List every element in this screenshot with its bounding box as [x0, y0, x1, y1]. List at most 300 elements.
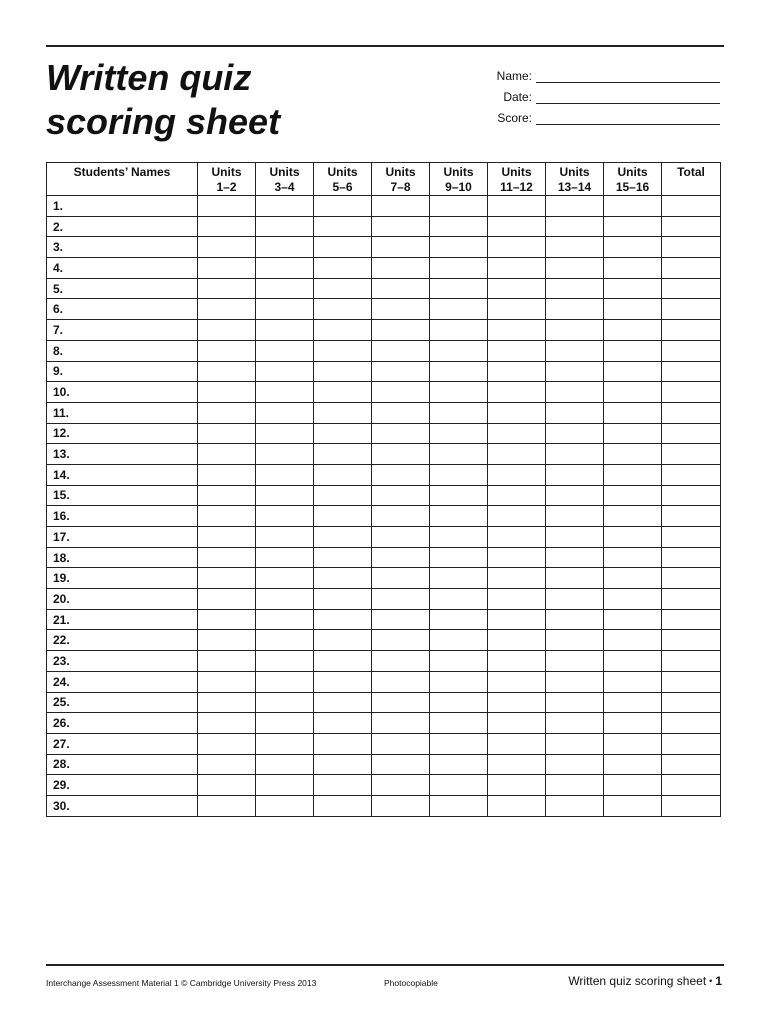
score-cell[interactable] — [314, 258, 372, 279]
score-cell[interactable] — [604, 423, 662, 444]
score-cell[interactable] — [198, 547, 256, 568]
score-cell[interactable] — [198, 733, 256, 754]
score-cell[interactable] — [256, 651, 314, 672]
score-cell[interactable] — [314, 527, 372, 548]
total-cell[interactable] — [662, 589, 721, 610]
score-cell[interactable] — [546, 692, 604, 713]
score-cell[interactable] — [488, 216, 546, 237]
score-cell[interactable] — [314, 485, 372, 506]
score-cell[interactable] — [546, 527, 604, 548]
score-cell[interactable] — [198, 775, 256, 796]
score-cell[interactable] — [314, 237, 372, 258]
score-cell[interactable] — [372, 713, 430, 734]
student-number[interactable]: 17. — [47, 527, 198, 548]
score-cell[interactable] — [198, 464, 256, 485]
student-number[interactable]: 24. — [47, 671, 198, 692]
total-cell[interactable] — [662, 382, 721, 403]
score-cell[interactable] — [372, 340, 430, 361]
score-cell[interactable] — [314, 506, 372, 527]
score-cell[interactable] — [372, 589, 430, 610]
score-cell[interactable] — [430, 733, 488, 754]
score-cell[interactable] — [256, 754, 314, 775]
score-cell[interactable] — [314, 630, 372, 651]
score-cell[interactable] — [314, 196, 372, 217]
score-cell[interactable] — [430, 258, 488, 279]
score-cell[interactable] — [372, 547, 430, 568]
score-cell[interactable] — [198, 589, 256, 610]
total-cell[interactable] — [662, 320, 721, 341]
score-cell[interactable] — [604, 547, 662, 568]
score-cell[interactable] — [256, 320, 314, 341]
name-field[interactable] — [480, 62, 720, 83]
score-cell[interactable] — [546, 320, 604, 341]
score-cell[interactable] — [372, 423, 430, 444]
score-cell[interactable] — [256, 402, 314, 423]
score-cell[interactable] — [198, 609, 256, 630]
total-cell[interactable] — [662, 795, 721, 816]
score-cell[interactable] — [256, 795, 314, 816]
score-cell[interactable] — [546, 795, 604, 816]
score-cell[interactable] — [430, 361, 488, 382]
score-cell[interactable] — [488, 258, 546, 279]
score-cell[interactable] — [198, 444, 256, 465]
score-cell[interactable] — [430, 754, 488, 775]
score-cell[interactable] — [546, 402, 604, 423]
score-cell[interactable] — [314, 589, 372, 610]
score-cell[interactable] — [314, 568, 372, 589]
total-cell[interactable] — [662, 775, 721, 796]
score-cell[interactable] — [546, 216, 604, 237]
student-number[interactable]: 16. — [47, 506, 198, 527]
score-cell[interactable] — [198, 299, 256, 320]
score-cell[interactable] — [198, 402, 256, 423]
total-cell[interactable] — [662, 547, 721, 568]
score-cell[interactable] — [372, 237, 430, 258]
score-cell[interactable] — [604, 485, 662, 506]
score-cell[interactable] — [604, 216, 662, 237]
student-number[interactable]: 3. — [47, 237, 198, 258]
score-cell[interactable] — [430, 692, 488, 713]
total-cell[interactable] — [662, 340, 721, 361]
score-cell[interactable] — [604, 754, 662, 775]
score-cell[interactable] — [256, 609, 314, 630]
student-number[interactable]: 10. — [47, 382, 198, 403]
score-cell[interactable] — [198, 485, 256, 506]
score-cell[interactable] — [256, 568, 314, 589]
total-cell[interactable] — [662, 444, 721, 465]
score-cell[interactable] — [256, 299, 314, 320]
score-cell[interactable] — [488, 651, 546, 672]
score-cell[interactable] — [372, 216, 430, 237]
score-cell[interactable] — [546, 671, 604, 692]
score-cell[interactable] — [430, 320, 488, 341]
score-cell[interactable] — [546, 423, 604, 444]
student-number[interactable]: 4. — [47, 258, 198, 279]
score-cell[interactable] — [604, 402, 662, 423]
total-cell[interactable] — [662, 733, 721, 754]
total-cell[interactable] — [662, 216, 721, 237]
score-cell[interactable] — [430, 216, 488, 237]
score-cell[interactable] — [546, 775, 604, 796]
score-cell[interactable] — [198, 671, 256, 692]
score-cell[interactable] — [314, 547, 372, 568]
score-cell[interactable] — [604, 506, 662, 527]
score-cell[interactable] — [604, 361, 662, 382]
score-cell[interactable] — [314, 423, 372, 444]
total-cell[interactable] — [662, 713, 721, 734]
score-cell[interactable] — [256, 423, 314, 444]
score-cell[interactable] — [430, 299, 488, 320]
student-number[interactable]: 20. — [47, 589, 198, 610]
total-cell[interactable] — [662, 671, 721, 692]
score-cell[interactable] — [372, 795, 430, 816]
score-cell[interactable] — [604, 775, 662, 796]
score-cell[interactable] — [198, 278, 256, 299]
score-cell[interactable] — [488, 464, 546, 485]
score-cell[interactable] — [430, 568, 488, 589]
score-cell[interactable] — [256, 361, 314, 382]
score-cell[interactable] — [546, 361, 604, 382]
score-cell[interactable] — [546, 299, 604, 320]
score-cell[interactable] — [488, 485, 546, 506]
score-cell[interactable] — [256, 713, 314, 734]
score-cell[interactable] — [372, 754, 430, 775]
score-cell[interactable] — [198, 527, 256, 548]
score-cell[interactable] — [256, 278, 314, 299]
score-cell[interactable] — [372, 485, 430, 506]
student-number[interactable]: 27. — [47, 733, 198, 754]
score-cell[interactable] — [604, 651, 662, 672]
score-cell[interactable] — [256, 196, 314, 217]
score-cell[interactable] — [198, 237, 256, 258]
score-cell[interactable] — [604, 299, 662, 320]
student-number[interactable]: 5. — [47, 278, 198, 299]
score-cell[interactable] — [430, 630, 488, 651]
score-cell[interactable] — [314, 671, 372, 692]
total-cell[interactable] — [662, 630, 721, 651]
score-cell[interactable] — [256, 692, 314, 713]
score-cell[interactable] — [372, 402, 430, 423]
score-cell[interactable] — [256, 527, 314, 548]
score-cell[interactable] — [256, 485, 314, 506]
total-cell[interactable] — [662, 258, 721, 279]
score-cell[interactable] — [604, 733, 662, 754]
score-cell[interactable] — [430, 423, 488, 444]
score-cell[interactable] — [604, 713, 662, 734]
score-cell[interactable] — [256, 775, 314, 796]
score-cell[interactable] — [488, 423, 546, 444]
score-cell[interactable] — [604, 237, 662, 258]
score-cell[interactable] — [314, 754, 372, 775]
student-number[interactable]: 12. — [47, 423, 198, 444]
score-cell[interactable] — [488, 527, 546, 548]
score-cell[interactable] — [314, 278, 372, 299]
score-cell[interactable] — [430, 713, 488, 734]
student-number[interactable]: 14. — [47, 464, 198, 485]
score-cell[interactable] — [372, 299, 430, 320]
score-cell[interactable] — [488, 754, 546, 775]
score-cell[interactable] — [314, 299, 372, 320]
score-cell[interactable] — [372, 651, 430, 672]
score-cell[interactable] — [198, 795, 256, 816]
score-cell[interactable] — [372, 464, 430, 485]
score-cell[interactable] — [314, 216, 372, 237]
score-cell[interactable] — [256, 733, 314, 754]
score-cell[interactable] — [488, 775, 546, 796]
total-cell[interactable] — [662, 754, 721, 775]
student-number[interactable]: 29. — [47, 775, 198, 796]
score-cell[interactable] — [198, 382, 256, 403]
score-cell[interactable] — [546, 485, 604, 506]
score-cell[interactable] — [256, 589, 314, 610]
score-cell[interactable] — [430, 527, 488, 548]
score-cell[interactable] — [256, 216, 314, 237]
score-cell[interactable] — [198, 754, 256, 775]
student-number[interactable]: 21. — [47, 609, 198, 630]
score-cell[interactable] — [430, 444, 488, 465]
score-cell[interactable] — [488, 237, 546, 258]
score-cell[interactable] — [372, 444, 430, 465]
score-cell[interactable] — [256, 547, 314, 568]
student-number[interactable]: 23. — [47, 651, 198, 672]
score-cell[interactable] — [546, 444, 604, 465]
score-cell[interactable] — [546, 651, 604, 672]
score-cell[interactable] — [430, 506, 488, 527]
score-cell[interactable] — [430, 795, 488, 816]
student-number[interactable]: 25. — [47, 692, 198, 713]
score-cell[interactable] — [546, 733, 604, 754]
score-cell[interactable] — [430, 237, 488, 258]
score-cell[interactable] — [488, 671, 546, 692]
score-cell[interactable] — [546, 506, 604, 527]
score-cell[interactable] — [430, 196, 488, 217]
student-number[interactable]: 8. — [47, 340, 198, 361]
score-cell[interactable] — [488, 196, 546, 217]
score-cell[interactable] — [604, 630, 662, 651]
score-cell[interactable] — [488, 402, 546, 423]
student-number[interactable]: 13. — [47, 444, 198, 465]
score-cell[interactable] — [430, 775, 488, 796]
total-cell[interactable] — [662, 402, 721, 423]
score-cell[interactable] — [256, 464, 314, 485]
score-cell[interactable] — [198, 361, 256, 382]
score-cell[interactable] — [198, 692, 256, 713]
score-cell[interactable] — [198, 568, 256, 589]
score-cell[interactable] — [430, 651, 488, 672]
score-cell[interactable] — [546, 258, 604, 279]
score-cell[interactable] — [430, 609, 488, 630]
total-cell[interactable] — [662, 527, 721, 548]
score-cell[interactable] — [198, 216, 256, 237]
student-number[interactable]: 11. — [47, 402, 198, 423]
total-cell[interactable] — [662, 464, 721, 485]
score-cell[interactable] — [546, 754, 604, 775]
score-cell[interactable] — [372, 630, 430, 651]
score-cell[interactable] — [314, 361, 372, 382]
score-cell[interactable] — [372, 278, 430, 299]
score-cell[interactable] — [546, 609, 604, 630]
student-number[interactable]: 30. — [47, 795, 198, 816]
score-cell[interactable] — [256, 506, 314, 527]
score-cell[interactable] — [372, 506, 430, 527]
score-cell[interactable] — [488, 568, 546, 589]
score-cell[interactable] — [372, 382, 430, 403]
score-cell[interactable] — [256, 237, 314, 258]
student-number[interactable]: 22. — [47, 630, 198, 651]
score-cell[interactable] — [546, 340, 604, 361]
total-cell[interactable] — [662, 485, 721, 506]
score-cell[interactable] — [546, 547, 604, 568]
score-cell[interactable] — [488, 320, 546, 341]
score-cell[interactable] — [488, 733, 546, 754]
score-cell[interactable] — [314, 692, 372, 713]
score-field[interactable] — [480, 104, 720, 125]
date-line[interactable] — [536, 92, 720, 104]
score-cell[interactable] — [488, 713, 546, 734]
score-cell[interactable] — [604, 320, 662, 341]
score-cell[interactable] — [372, 568, 430, 589]
score-cell[interactable] — [198, 196, 256, 217]
student-number[interactable]: 18. — [47, 547, 198, 568]
total-cell[interactable] — [662, 237, 721, 258]
student-number[interactable]: 28. — [47, 754, 198, 775]
score-cell[interactable] — [314, 464, 372, 485]
score-cell[interactable] — [198, 320, 256, 341]
score-cell[interactable] — [546, 382, 604, 403]
score-cell[interactable] — [604, 609, 662, 630]
score-cell[interactable] — [546, 713, 604, 734]
score-cell[interactable] — [430, 671, 488, 692]
score-cell[interactable] — [488, 692, 546, 713]
score-line[interactable] — [536, 113, 720, 125]
score-cell[interactable] — [256, 258, 314, 279]
score-cell[interactable] — [488, 299, 546, 320]
score-cell[interactable] — [546, 278, 604, 299]
total-cell[interactable] — [662, 299, 721, 320]
student-number[interactable]: 2. — [47, 216, 198, 237]
score-cell[interactable] — [488, 444, 546, 465]
score-cell[interactable] — [488, 340, 546, 361]
score-cell[interactable] — [604, 527, 662, 548]
date-field[interactable] — [480, 83, 720, 104]
score-cell[interactable] — [488, 795, 546, 816]
score-cell[interactable] — [314, 444, 372, 465]
score-cell[interactable] — [256, 444, 314, 465]
total-cell[interactable] — [662, 568, 721, 589]
score-cell[interactable] — [488, 609, 546, 630]
score-cell[interactable] — [488, 547, 546, 568]
score-cell[interactable] — [604, 382, 662, 403]
score-cell[interactable] — [256, 671, 314, 692]
score-cell[interactable] — [198, 713, 256, 734]
score-cell[interactable] — [604, 589, 662, 610]
score-cell[interactable] — [314, 402, 372, 423]
score-cell[interactable] — [604, 464, 662, 485]
score-cell[interactable] — [314, 651, 372, 672]
total-cell[interactable] — [662, 609, 721, 630]
score-cell[interactable] — [372, 692, 430, 713]
score-cell[interactable] — [198, 340, 256, 361]
score-cell[interactable] — [372, 320, 430, 341]
score-cell[interactable] — [430, 382, 488, 403]
score-cell[interactable] — [314, 795, 372, 816]
score-cell[interactable] — [256, 630, 314, 651]
score-cell[interactable] — [604, 692, 662, 713]
total-cell[interactable] — [662, 361, 721, 382]
score-cell[interactable] — [430, 278, 488, 299]
score-cell[interactable] — [372, 609, 430, 630]
score-cell[interactable] — [314, 775, 372, 796]
score-cell[interactable] — [372, 196, 430, 217]
score-cell[interactable] — [256, 340, 314, 361]
student-number[interactable]: 19. — [47, 568, 198, 589]
score-cell[interactable] — [488, 630, 546, 651]
score-cell[interactable] — [604, 340, 662, 361]
score-cell[interactable] — [604, 258, 662, 279]
student-number[interactable]: 26. — [47, 713, 198, 734]
total-cell[interactable] — [662, 692, 721, 713]
score-cell[interactable] — [314, 713, 372, 734]
total-cell[interactable] — [662, 651, 721, 672]
score-cell[interactable] — [430, 464, 488, 485]
score-cell[interactable] — [604, 444, 662, 465]
score-cell[interactable] — [372, 361, 430, 382]
score-cell[interactable] — [546, 196, 604, 217]
student-number[interactable]: 7. — [47, 320, 198, 341]
score-cell[interactable] — [372, 733, 430, 754]
score-cell[interactable] — [546, 589, 604, 610]
score-cell[interactable] — [488, 278, 546, 299]
score-cell[interactable] — [604, 278, 662, 299]
score-cell[interactable] — [604, 795, 662, 816]
score-cell[interactable] — [198, 258, 256, 279]
score-cell[interactable] — [546, 630, 604, 651]
score-cell[interactable] — [198, 651, 256, 672]
score-cell[interactable] — [430, 589, 488, 610]
score-cell[interactable] — [488, 506, 546, 527]
student-number[interactable]: 9. — [47, 361, 198, 382]
total-cell[interactable] — [662, 506, 721, 527]
score-cell[interactable] — [488, 589, 546, 610]
student-number[interactable]: 15. — [47, 485, 198, 506]
total-cell[interactable] — [662, 423, 721, 444]
score-cell[interactable] — [314, 382, 372, 403]
score-cell[interactable] — [430, 547, 488, 568]
total-cell[interactable] — [662, 196, 721, 217]
score-cell[interactable] — [604, 568, 662, 589]
score-cell[interactable] — [314, 609, 372, 630]
score-cell[interactable] — [198, 630, 256, 651]
score-cell[interactable] — [198, 506, 256, 527]
score-cell[interactable] — [488, 382, 546, 403]
score-cell[interactable] — [314, 733, 372, 754]
score-cell[interactable] — [372, 775, 430, 796]
score-cell[interactable] — [604, 671, 662, 692]
score-cell[interactable] — [314, 340, 372, 361]
student-number[interactable]: 1. — [47, 196, 198, 217]
score-cell[interactable] — [488, 361, 546, 382]
score-cell[interactable] — [256, 382, 314, 403]
score-cell[interactable] — [372, 671, 430, 692]
score-cell[interactable] — [546, 464, 604, 485]
score-cell[interactable] — [430, 485, 488, 506]
score-cell[interactable] — [546, 237, 604, 258]
name-line[interactable] — [536, 71, 720, 83]
score-cell[interactable] — [430, 402, 488, 423]
score-cell[interactable] — [546, 568, 604, 589]
score-cell[interactable] — [430, 340, 488, 361]
score-cell[interactable] — [314, 320, 372, 341]
